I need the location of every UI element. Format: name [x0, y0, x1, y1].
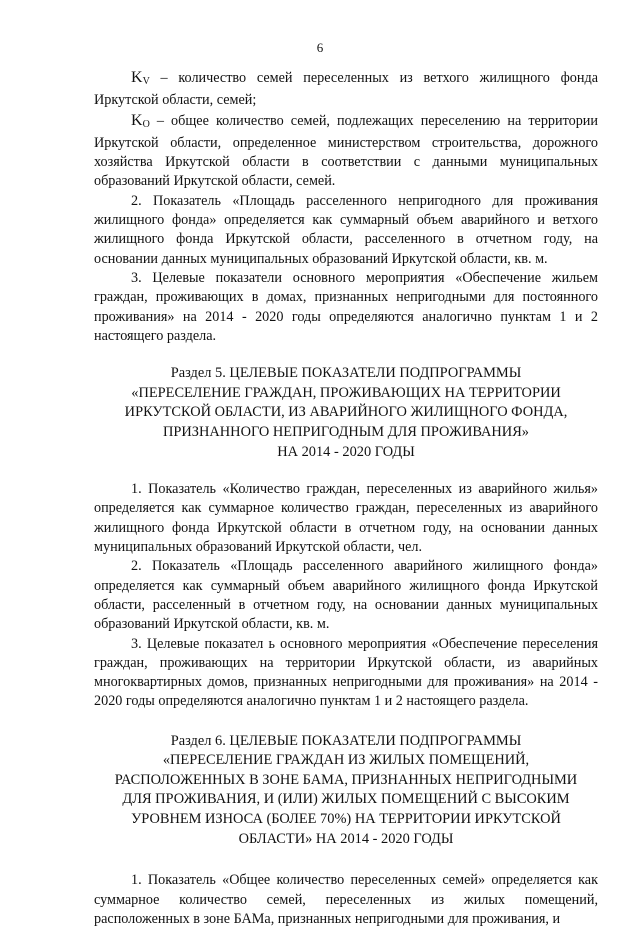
ko-symbol: K	[131, 111, 143, 129]
kv-symbol: K	[131, 69, 143, 86]
ko-text: – общее количество семей, подлежащих переселению на территории Иркутской области, определенное министерством строительства, дорожного хозяйства Иркутской области в соответствии с данными муниципальных образований Иркутской области, семей.	[94, 112, 598, 190]
section-5-heading-line: НА 2014 - 2020 ГОДЫ	[277, 443, 415, 460]
section-6-heading-line: ОБЛАСТИ» НА 2014 - 2020 ГОДЫ	[238, 830, 454, 847]
section-5-paragraph-1: 1. Показатель «Количество граждан, переселенных из аварийного жилья» определяется как суммарное количество граждан, переселенных из аварийного жилищного фонда Иркутской области в отчетном году, на основании данных муниципальных образований Иркутской области, чел.	[94, 481, 598, 556]
page-content	[94, 68, 598, 929]
section-5-paragraph-2: 2. Показатель «Площадь расселенного аварийного жилищного фонда» определяется как суммарный объем аварийного жилищного фонда Иркутской области, расселенный в отчетном году, на основании данных муниципальных образований Иркутской области, кв. м.	[94, 558, 598, 633]
section-5-heading-line: ПРИЗНАННОГО НЕПРИГОДНЫМ ДЛЯ ПРОЖИВАНИЯ»	[163, 423, 529, 440]
section-6-heading-line: УРОВНЕМ ИЗНОСА (БОЛЕЕ 70%) НА ТЕРРИТОРИИ ИРКУТСКОЙ	[131, 811, 561, 828]
section-5-heading	[94, 364, 598, 462]
section-5-heading-line: ИРКУТСКОЙ ОБЛАСТИ, ИЗ АВАРИЙНОГО ЖИЛИЩНОГО ФОНДА,	[124, 404, 568, 421]
section-5-heading-line: «ПЕРЕСЕЛЕНИЕ ГРАЖДАН, ПРОЖИВАЮЩИХ НА ТЕРРИТОРИИ	[131, 384, 561, 401]
intro-paragraph-3: 3. Целевые показатели основного мероприятия «Обеспечение жильем граждан, проживающих в домах, признанных непригодными для постоянного проживания» на 2014 - 2020 годы определяются аналогично пунктам 1 и 2 настоящего раздела.	[94, 269, 598, 344]
section-6-heading	[94, 732, 598, 850]
page-number: 6	[316, 40, 324, 55]
section-6-heading-line: «ПЕРЕСЕЛЕНИЕ ГРАЖДАН ИЗ ЖИЛЫХ ПОМЕЩЕНИЙ,	[162, 752, 530, 769]
kv-subscript: V	[142, 76, 150, 87]
section-5-heading-line: Раздел 5. ЦЕЛЕВЫЕ ПОКАЗАТЕЛИ ПОДПРОГРАММЫ	[170, 365, 522, 382]
ko-subscript: O	[142, 118, 150, 130]
ko-definition	[94, 111, 598, 192]
intro-paragraph-2: 2. Показатель «Площадь расселенного непригодного для проживания жилищного фонда» определяется как суммарный объем аварийного и ветхого жилищного фонда Иркутской области, расселенного в отчетном году, на основании данных муниципальных образований Иркутской области, кв. м.	[94, 192, 598, 267]
section-6-heading-line: Раздел 6. ЦЕЛЕВЫЕ ПОКАЗАТЕЛИ ПОДПРОГРАММЫ	[170, 732, 522, 749]
kv-text: – количество семей переселенных из ветхого жилищного фонда Иркутской области, семей;	[94, 70, 598, 109]
section-5-paragraph-3: 3. Целевые показател ь основного мероприятия «Обеспечение переселения граждан, проживающих на территории Иркутской области, из аварийных многоквартирных домов, признанных непригодными для проживания» на 2014 - 2020 годы определяются аналогично пунктам 1 и 2 настоящего раздела.	[94, 635, 598, 710]
section-6-paragraph-1: 1. Показатель «Общее количество переселенных семей» определяется как суммарное количество семей, переселенных из жилых помещений, расположенных в зоне БАМа, признанных непригодными для проживания, и	[94, 872, 598, 927]
section-6-heading-line: ДЛЯ ПРОЖИВАНИЯ, И (ИЛИ) ЖИЛЫХ ПОМЕЩЕНИЙ С ВЫСОКИМ	[122, 791, 570, 808]
kv-definition	[94, 68, 598, 111]
section-6-heading-line: РАСПОЛОЖЕННЫХ В ЗОНЕ БАМА, ПРИЗНАННЫХ НЕПРИГОДНЫМИ	[114, 771, 578, 788]
